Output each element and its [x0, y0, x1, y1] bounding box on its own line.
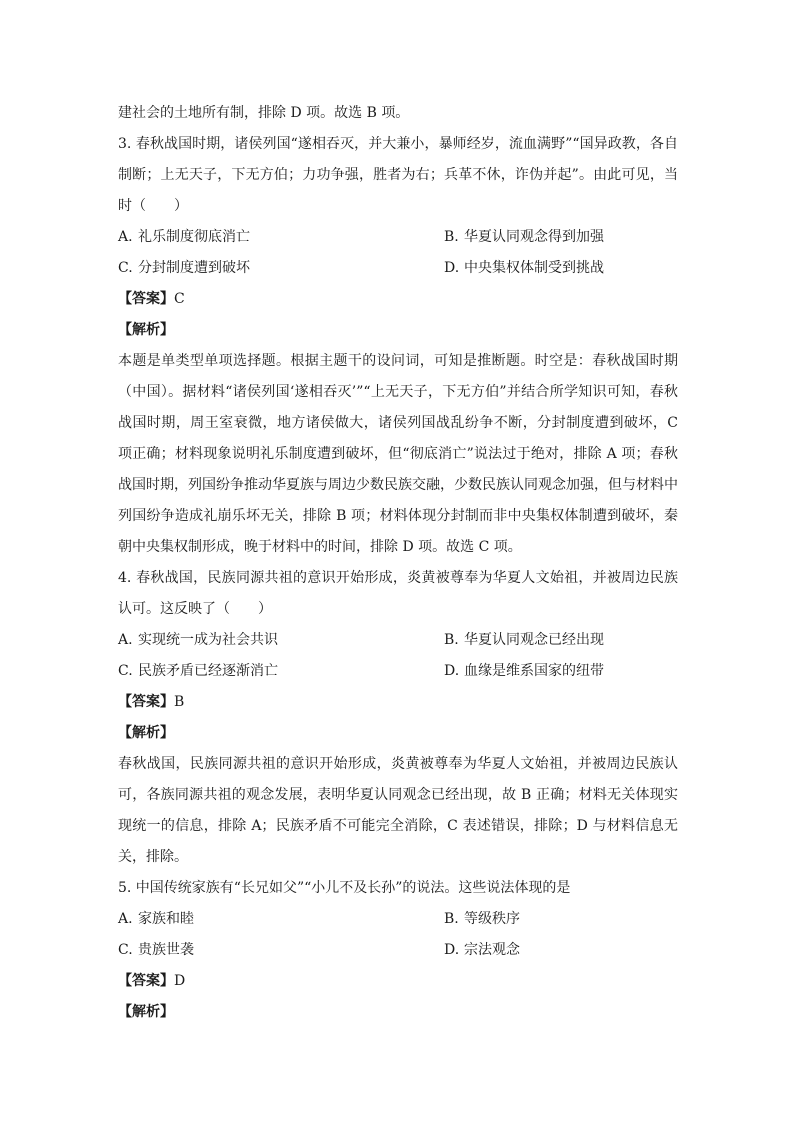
question-3-analysis: 本题是单类型单项选择题。根据主题干的设问词，可知是推断题。时空是：春秋战国时期（中国）。据材料“诸侯列国‘遂相吞灭’”“上无天子，下无方伯”并结合所学知识可知，春秋战国时期，周王室衰微，地方诸侯做大，诸侯列国战乱纷争不断，分封制度遭到破坏，C 项正确；材料现象说明礼乐制度遭到破坏，但“彻底消亡”说法过于绝对，排除 A 项；春秋战国时期，列国纷争推动华夏族与周边少数民族交融，少数民族认同观念加强，但与材料中列国纷争造成礼崩乐坏无关，排除 B 项；材料体现分封制而非中央集权体制遭到破坏，秦朝中央集权制形成，晚于材料中的时间，排除 D 项。故选 C 项。: [118, 353, 678, 555]
question-3-option-d[interactable]: D. 中央集权体制受到挑战: [444, 260, 604, 276]
answer-label: 【答案】: [118, 291, 174, 307]
question-3-answer: [118, 284, 678, 315]
question-5-answer: [118, 966, 678, 997]
question-3-options-row-1: [118, 222, 678, 253]
question-5-option-a[interactable]: A. 家族和睦: [118, 911, 194, 927]
question-3-option-c[interactable]: C. 分封制度遭到破坏: [118, 260, 250, 276]
question-4-option-d[interactable]: D. 血缘是维系国家的纽带: [444, 663, 604, 679]
question-4-option-c[interactable]: C. 民族矛盾已经逐渐消亡: [118, 663, 278, 679]
question-3-option-a[interactable]: A. 礼乐制度彻底消亡: [118, 229, 250, 245]
question-3-analysis-label: 【解析】: [118, 322, 174, 338]
question-5-options-row-2: [118, 935, 678, 966]
question-5-option-c[interactable]: C. 贵族世袭: [118, 942, 194, 958]
question-5-option-d[interactable]: D. 宗法观念: [444, 942, 520, 958]
question-5-stem: 5. 中国传统家族有“长兄如父”“小儿不及长孙”的说法。这些说法体现的是: [118, 880, 571, 896]
question-4-stem: 4. 春秋战国，民族同源共祖的意识开始形成，炎黄被尊奉为华夏人文始祖，并被周边民族认可。这反映了（ ）: [118, 570, 678, 617]
question-4-analysis: 春秋战国，民族同源共祖的意识开始形成，炎黄被尊奉为华夏人文始祖，并被周边民族认可，各族同源共祖的观念发展，表明华夏认同观念已经出现，故 B 正确；材料无关体现实现统一的信息，排除 A；民族矛盾不可能完全消除，C 表述错误，排除；D 与材料信息无关，排除。: [118, 756, 678, 865]
question-3-stem: 3. 春秋战国时期，诸侯列国“遂相吞灭，并大兼小，暴师经岁，流血满野”“国异政教，各自制断；上无天子，下无方伯；力功争强，胜者为右；兵革不休，诈伪并起”。由此可见，当时（ ）: [118, 136, 678, 214]
question-5-analysis-label: 【解析】: [118, 1004, 174, 1020]
question-3-options-row-2: [118, 253, 678, 284]
question-5-options-row-1: [118, 904, 678, 935]
answer-value: B: [174, 694, 185, 710]
answer-value: C: [174, 291, 185, 307]
question-3-option-b[interactable]: B. 华夏认同观念得到加强: [444, 229, 604, 245]
question-4-answer: [118, 687, 678, 718]
answer-value: D: [174, 973, 186, 989]
question-4-options-row-2: [118, 656, 678, 687]
question-5-option-b[interactable]: B. 等级秩序: [444, 911, 520, 927]
question-4-option-b[interactable]: B. 华夏认同观念已经出现: [444, 632, 604, 648]
answer-label: 【答案】: [118, 694, 174, 710]
document-page: [118, 98, 678, 1028]
question-4-option-a[interactable]: A. 实现统一成为社会共识: [118, 632, 278, 648]
question-4-options-row-1: [118, 625, 678, 656]
question-4-analysis-label: 【解析】: [118, 725, 174, 741]
answer-label: 【答案】: [118, 973, 174, 989]
intro-line: 建社会的土地所有制，排除 D 项。故选 B 项。: [118, 105, 410, 121]
